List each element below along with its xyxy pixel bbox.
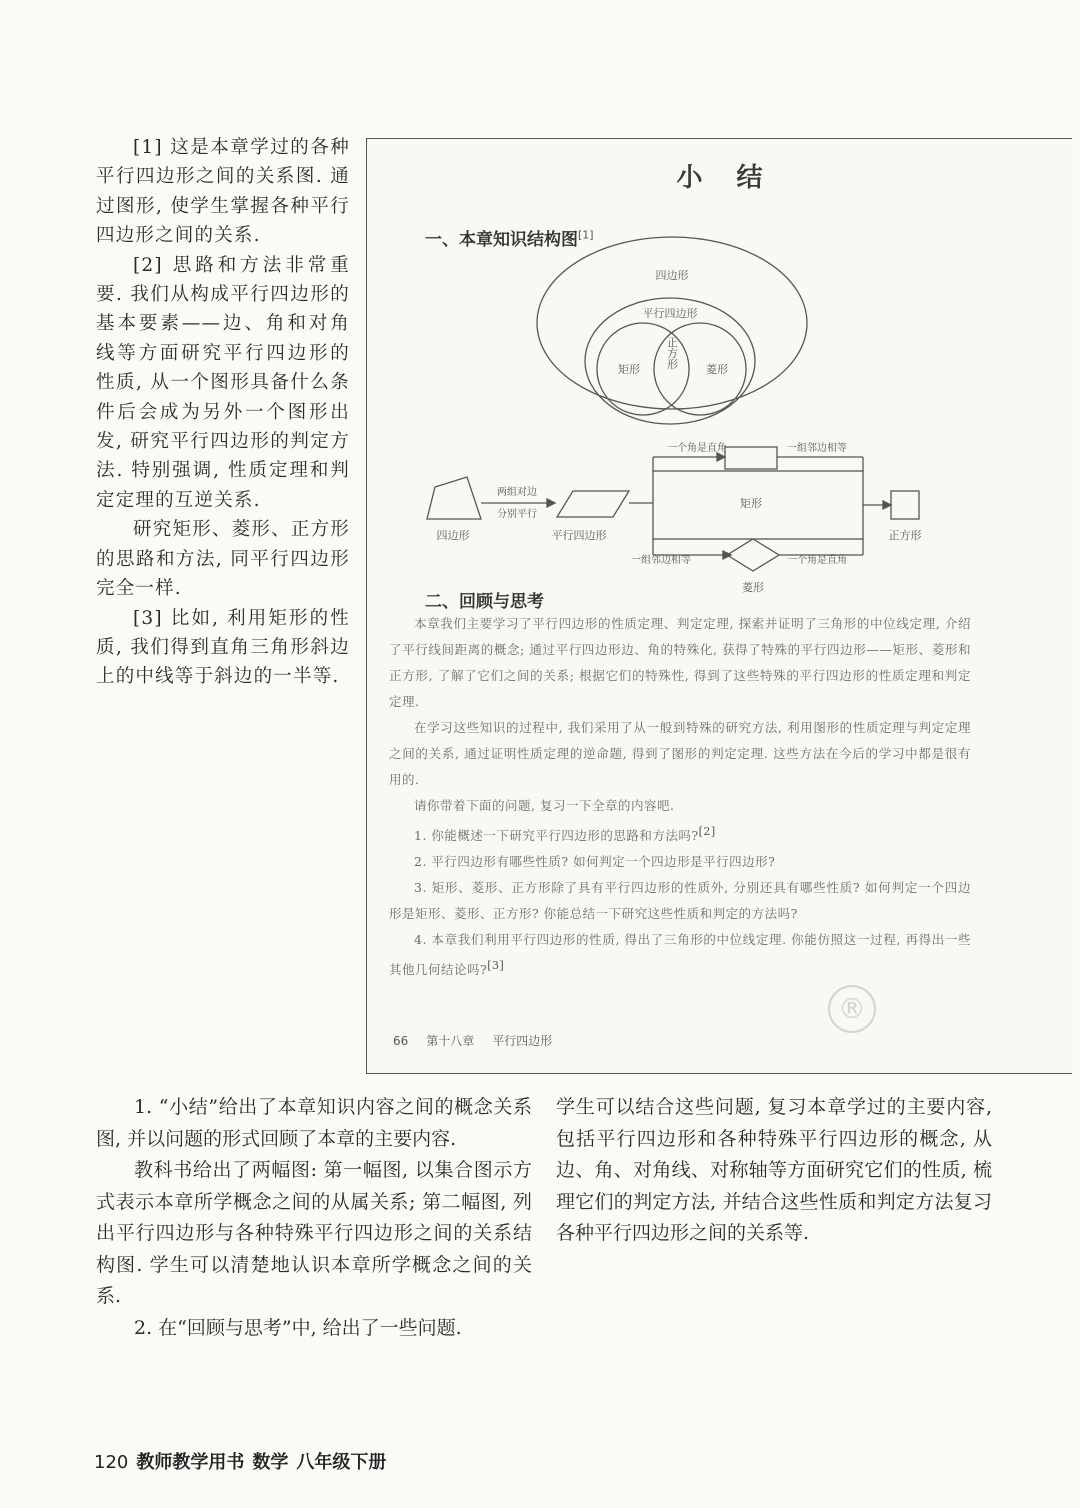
review-question-2: 2. 平行四边形有哪些性质? 如何判定一个四边形是平行四边形? xyxy=(414,854,776,870)
flow-label-square: 正方形 xyxy=(888,529,922,542)
review-para-2: 在学习这些知识的过程中, 我们采用了从一般到特殊的研究方法, 利用图形的性质定理与判定定理之间的关系, 通过证明性质定理的逆命题, 得到了图形的判定定理. 这些方法在今后的学习中都是很有用的. xyxy=(389,720,971,787)
section-review-heading xyxy=(425,587,544,612)
side-note-1: [1] 这是本章学过的各种平行四边形之间的关系图. 通过图形, 使学生掌握各种平行四边形之间的关系. xyxy=(96,137,350,247)
bottom-left-para-1: 1. “小结”给出了本章知识内容之间的概念关系图, 并以问题的形式回顾了本章的主要内容. xyxy=(96,1096,532,1150)
venn-label-square: 正方形 xyxy=(665,336,679,370)
review-question-3: 3. 矩形、菱形、正方形除了具有平行四边形的性质外, 分别还具有哪些性质? 如何判定一个四边形是矩形、菱形、正方形? 你能总结一下研究这些性质和判定的方法吗? xyxy=(389,880,971,922)
flow-diagram xyxy=(427,441,922,594)
footer-grade: 八年级下册 xyxy=(296,1452,387,1473)
flow-arrowhead-1 xyxy=(547,499,555,507)
page-footer xyxy=(94,1448,394,1474)
flow-label-rectangle: 矩形 xyxy=(740,497,762,510)
flow-rectangle-shape xyxy=(725,447,777,469)
review-question-4 xyxy=(389,927,971,983)
venn-quadrilateral-ellipse xyxy=(537,237,807,409)
side-note-4: [3] 比如, 利用矩形的性质, 我们得到直角三角形斜边上的中线等于斜边的一半等. xyxy=(96,607,350,688)
bottom-right-column xyxy=(556,1092,992,1250)
side-note-3: 研究矩形、菱形、正方形的思路和方法, 同平行四边形完全一样. xyxy=(96,519,350,600)
review-para-1: 本章我们主要学习了平行四边形的性质定理、判定定理, 探索并证明了三角形的中位线定理, 介绍了平行线间距离的概念; 通过平行四边形边、角的特殊化, 获得了特殊的平行四边形——矩形、菱形和正方形, 了解了它们之间的关系; 根据它们的特殊性, 得到了这些特殊的平行四边形的性质定理和判定定理. xyxy=(389,616,971,709)
flow-rhombus-shape xyxy=(727,539,779,571)
footer-subject: 数学 xyxy=(252,1452,289,1473)
venn-label-rhombus: 菱形 xyxy=(706,363,728,376)
flow-label-parallelogram: 平行四边形 xyxy=(551,529,607,542)
textbook-page-inset xyxy=(366,138,1072,1074)
review-ref-3: [3] xyxy=(487,959,505,973)
section-review-label: 二、回顾与思考 xyxy=(425,592,544,612)
bottom-left-para-3: 2. 在“回顾与思考”中, 给出了一些问题. xyxy=(134,1316,462,1339)
flow-top-right-label: 一组邻边相等 xyxy=(787,443,847,454)
footer-book: 教师教学用书 xyxy=(136,1452,245,1473)
flow-parallelogram-shape xyxy=(557,491,629,517)
flow-quadrilateral-shape xyxy=(427,477,481,519)
review-text xyxy=(389,611,971,983)
review-question-1 xyxy=(389,819,971,849)
flow-bottom-right-label: 一个角是直角 xyxy=(787,555,847,566)
flow-square-shape xyxy=(891,491,919,519)
inset-chapter: 第十八章 xyxy=(426,1034,475,1048)
flow-cond-line1: 两组对边 xyxy=(497,487,537,498)
venn-diagram xyxy=(537,237,807,424)
venn-label-rectangle: 矩形 xyxy=(618,363,640,376)
review-question-4-text: 4. 本章我们利用平行四边形的性质, 得出了三角形的中位线定理. 你能仿照这一过程, 再得出一些其他几何结论吗? xyxy=(389,932,971,978)
inset-chapter-title: 平行四边形 xyxy=(492,1034,553,1048)
venn-label-parallelogram: 平行四边形 xyxy=(642,307,698,320)
bottom-left-para-2: 教科书给出了两幅图: 第一幅图, 以集合图示方式表示本章所学概念之间的从属关系; 第二幅图, 列出平行四边形与各种特殊平行四边形之间的关系结构图. 学生可以清楚地认识本章所学概念之间的关系. xyxy=(96,1159,532,1307)
review-ref-2: [2] xyxy=(698,825,716,838)
flow-bottom-left-label: 一组邻边相等 xyxy=(631,555,691,566)
inset-footer xyxy=(393,1032,570,1049)
venn-label-quadrilateral: 四边形 xyxy=(655,269,689,282)
flow-cond-line2: 分别平行 xyxy=(497,509,537,520)
page-number: 120 xyxy=(94,1452,129,1473)
section-structure-label: 一、本章知识结构图 xyxy=(425,230,578,250)
flow-label-quadrilateral: 四边形 xyxy=(436,529,470,542)
inset-page-number: 66 xyxy=(393,1034,409,1048)
flow-label-rhombus: 菱形 xyxy=(742,581,764,594)
side-notes xyxy=(96,133,350,692)
flow-top-left-label: 一个角是直角 xyxy=(667,443,727,454)
section-structure-ref: [1] xyxy=(578,228,594,242)
review-para-3: 请你带着下面的问题, 复习一下全章的内容吧. xyxy=(414,798,675,813)
bottom-left-column xyxy=(96,1092,532,1344)
side-note-2: [2] 思路和方法非常重要. 我们从构成平行四边形的基本要素——边、角和对角线等方面研究平行四边形的性质, 从一个图形具备什么条件后会成为另外一个图形出发, 研究平行四边形的判定方法. 特别强调, 性质定理和判定定理的互逆关系. xyxy=(96,254,350,511)
bottom-right-para: 学生可以结合这些问题, 复习本章学过的主要内容, 包括平行四边形和各种特殊平行四边形的概念, 从边、角、对角线、对称轴等方面研究它们的性质, 梳理它们的判定方法, 并结合这些性质和判定方法复习各种平行四边形之间的关系等. xyxy=(556,1096,992,1244)
inset-title: 小结 xyxy=(676,163,797,193)
review-question-1-text: 1. 你能概述一下研究平行四边形的思路和方法吗? xyxy=(414,828,699,844)
registered-mark: ® xyxy=(828,985,876,1033)
